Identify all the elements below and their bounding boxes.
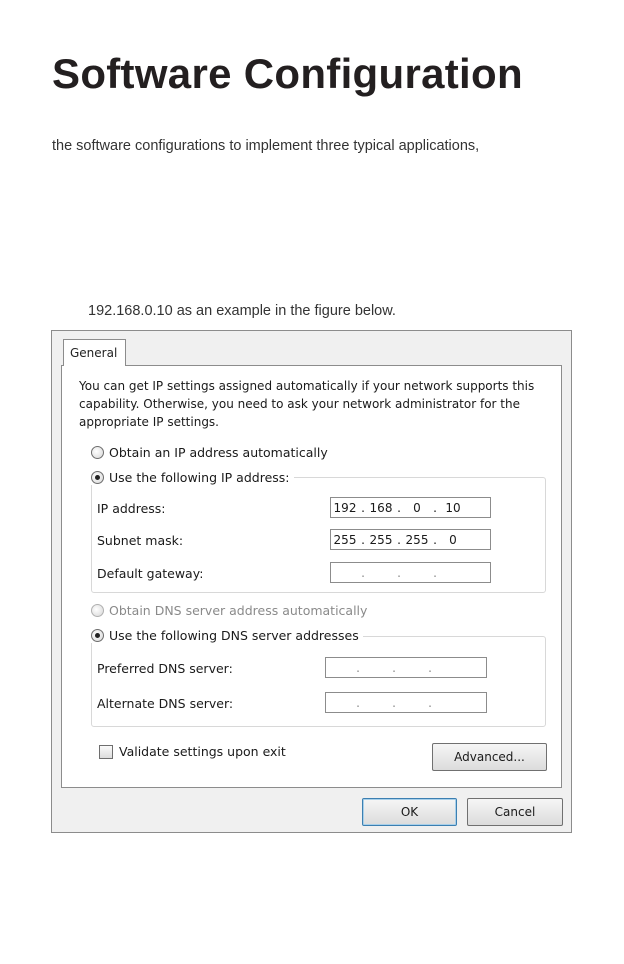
tab-general[interactable]: General xyxy=(63,339,126,366)
dns-manual-radio[interactable] xyxy=(91,629,104,642)
subnet-mask-input[interactable]: 255 . 255 . 255 . 0 xyxy=(330,529,491,550)
dns-manual-option[interactable] xyxy=(91,628,363,643)
default-gateway-input[interactable]: . . . xyxy=(330,562,491,583)
dns-manual-label: Use the following DNS server addresses xyxy=(109,628,359,643)
ip-settings-description: You can get IP settings assigned automatically if your network supports this capability. Otherwise, you need to ask your network administrator for the appropriate IP settings. xyxy=(79,379,535,429)
subnet-mask-label: Subnet mask: xyxy=(97,533,184,548)
ip-address-group xyxy=(91,477,546,593)
alternate-dns-input[interactable]: . . . xyxy=(325,692,487,713)
ip-manual-option[interactable] xyxy=(91,470,294,485)
ip-manual-label: Use the following IP address: xyxy=(109,470,290,485)
preferred-dns-input[interactable]: . . . xyxy=(325,657,487,678)
dns-server-group xyxy=(91,636,546,727)
validate-option[interactable] xyxy=(99,744,286,759)
dns-auto-radio[interactable] xyxy=(91,604,104,617)
ip-manual-radio[interactable] xyxy=(91,471,104,484)
tcpip-properties-dialog xyxy=(51,330,572,833)
example-note: 192.168.0.10 as an example in the figure below. xyxy=(88,303,396,319)
preferred-dns-label: Preferred DNS server: xyxy=(97,661,233,676)
advanced-button[interactable]: Advanced... xyxy=(432,743,547,771)
cancel-button[interactable]: Cancel xyxy=(467,798,563,826)
dns-auto-option[interactable] xyxy=(91,603,371,618)
ip-address-label: IP address: xyxy=(97,501,166,516)
validate-checkbox[interactable] xyxy=(99,745,113,759)
ip-auto-label: Obtain an IP address automatically xyxy=(109,445,328,460)
ip-auto-radio[interactable] xyxy=(91,446,104,459)
validate-label: Validate settings upon exit xyxy=(119,744,286,759)
alternate-dns-label: Alternate DNS server: xyxy=(97,696,234,711)
default-gateway-label: Default gateway: xyxy=(97,566,204,581)
general-panel xyxy=(61,365,562,788)
intro-text: the software configurations to implement three typical applications, xyxy=(52,138,480,154)
dns-auto-label: Obtain DNS server address automatically xyxy=(109,603,368,618)
ok-button[interactable]: OK xyxy=(362,798,457,826)
ip-address-input[interactable]: 192 . 168 . 0 . 10 xyxy=(330,497,491,518)
page-title: Software Configuration xyxy=(52,50,523,97)
ip-auto-option[interactable] xyxy=(91,445,332,460)
